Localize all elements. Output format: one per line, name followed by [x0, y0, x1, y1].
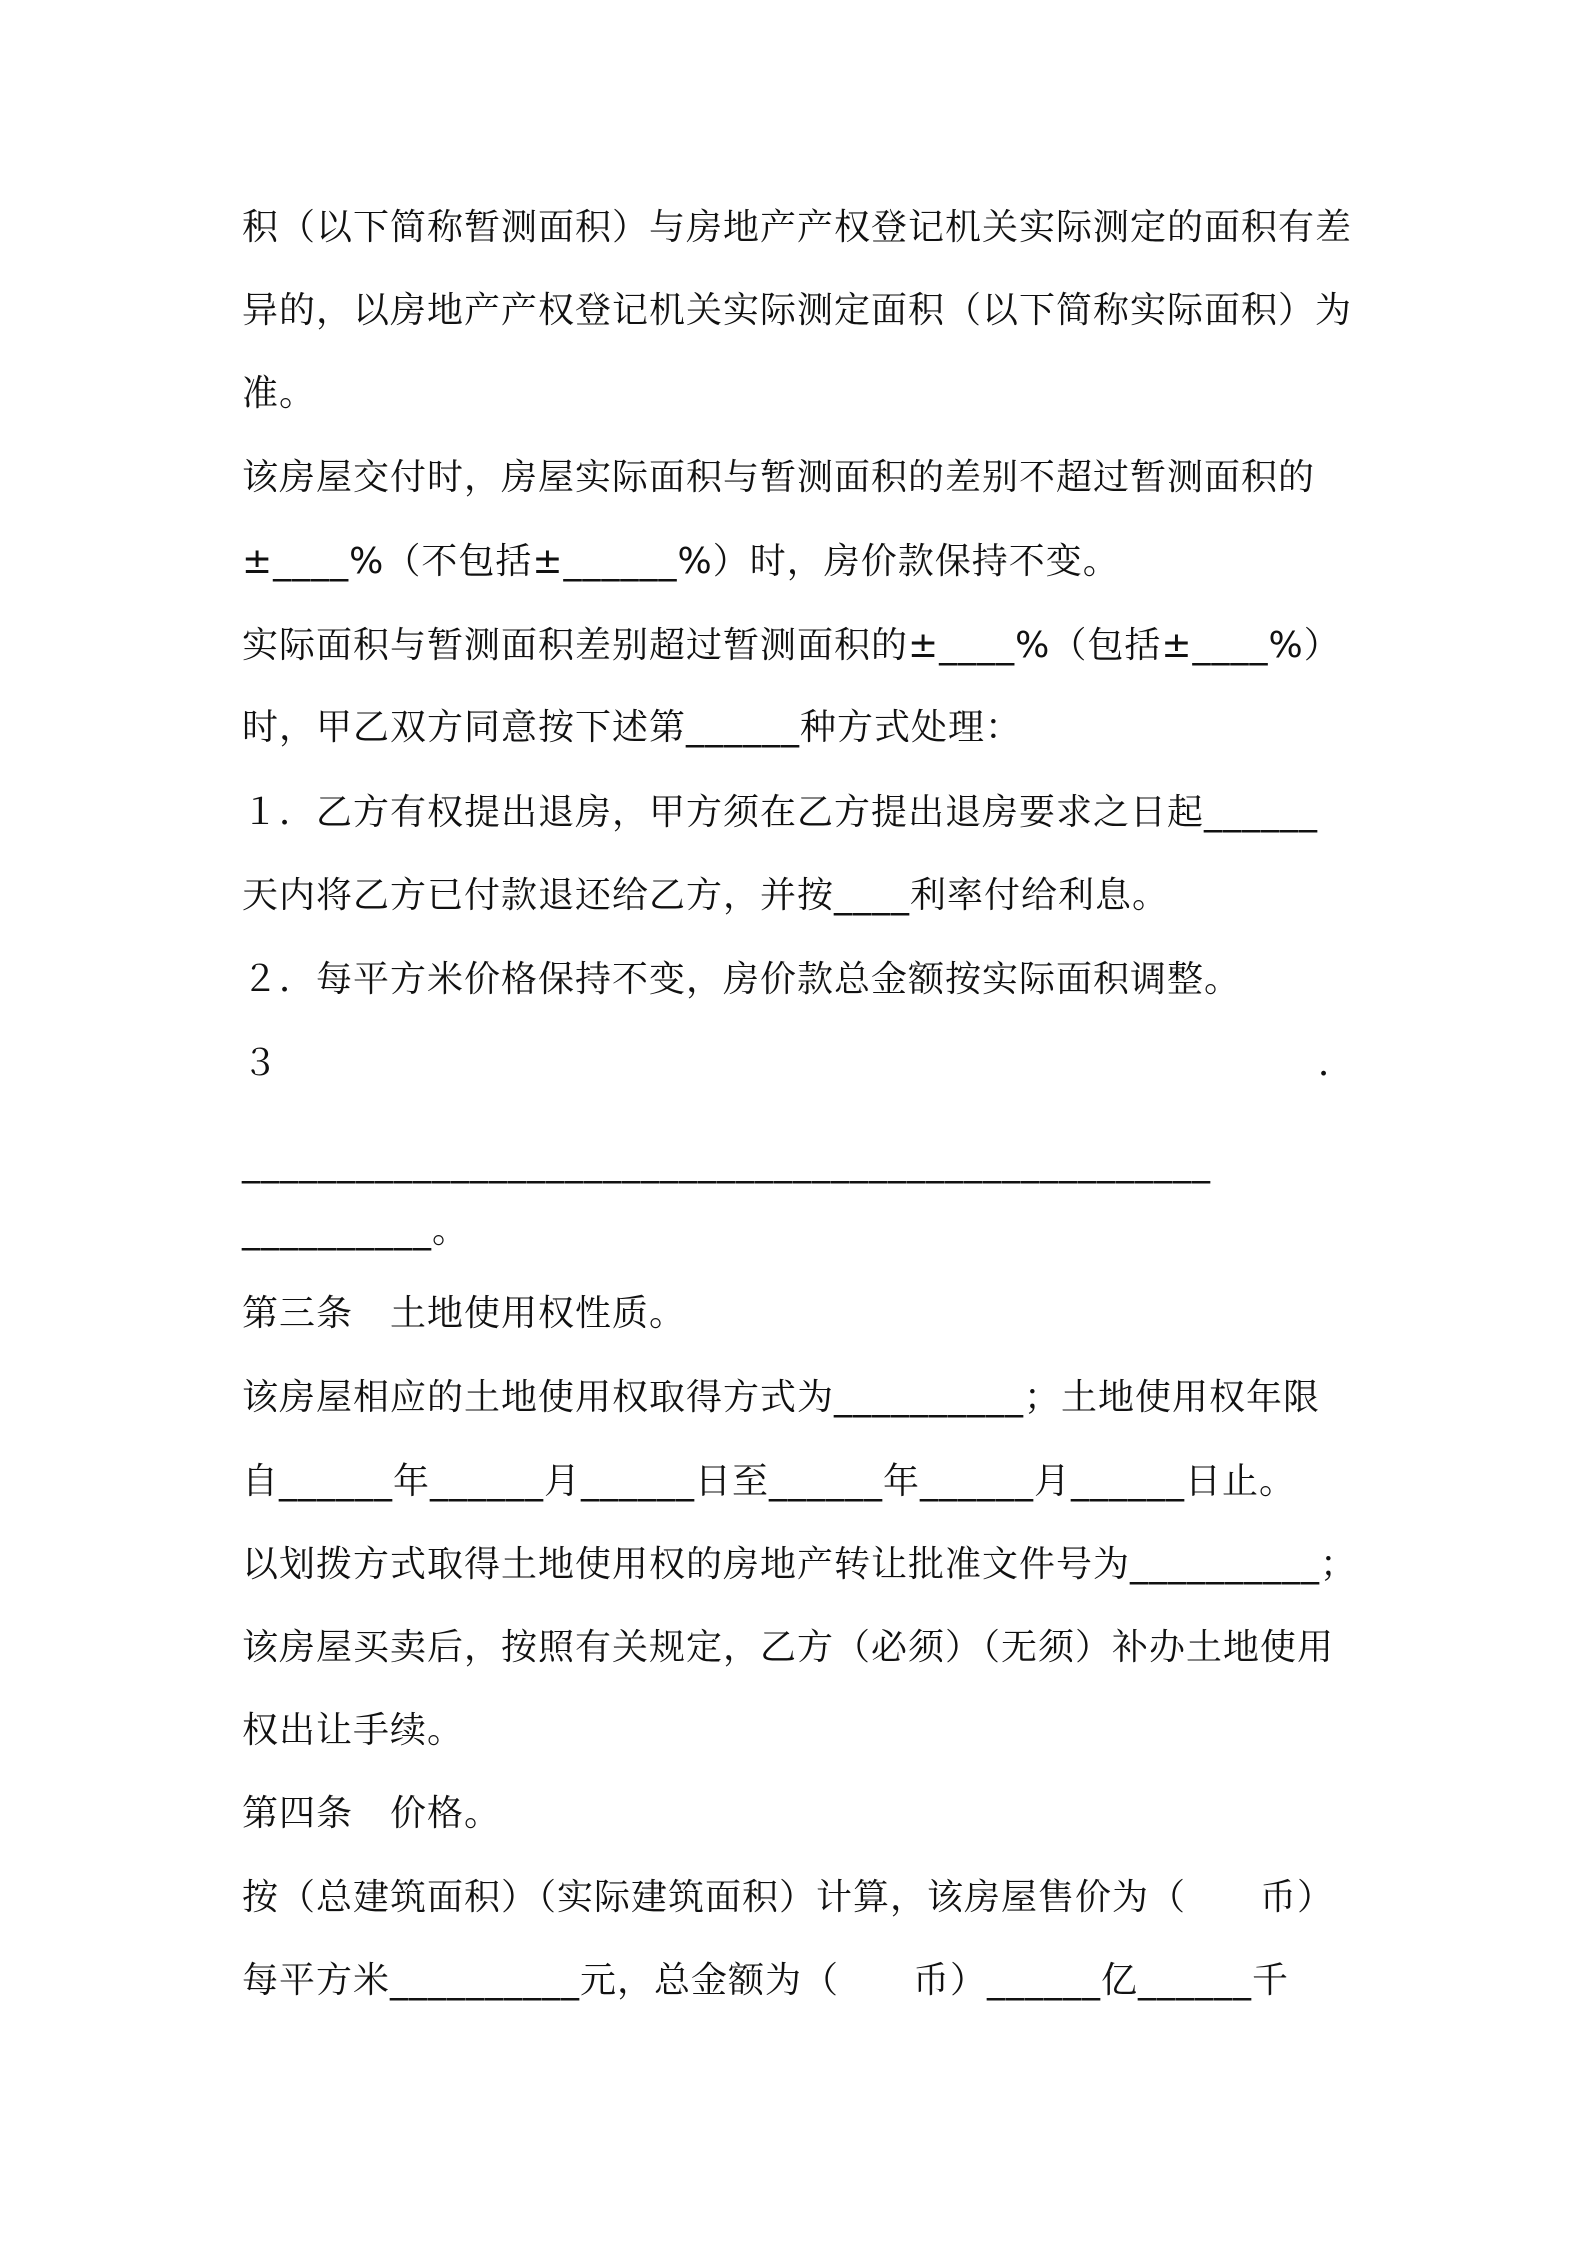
text-line: 按（总建筑面积）（实际建筑面积）计算，该房屋售价为（ 币） [242, 1877, 1335, 1918]
text-line: 该房屋相应的土地使用权取得方式为__________；土地使用权年限 [242, 1377, 1321, 1418]
text-line: ２．每平方米价格保持不变，房价款总金额按实际面积调整。 [242, 959, 1242, 1000]
text-line: 准。 [242, 373, 317, 414]
section-heading: 第三条 土地使用权性质。 [242, 1293, 687, 1334]
text-line: ±____%（不包括±______%）时，房价款保持不变。 [242, 541, 1120, 582]
text-line: 积（以下简称暂测面积）与房地产产权登记机关实际测定的面积有差 [242, 207, 1353, 248]
text-line: 异的，以房地产产权登记机关实际测定面积（以下简称实际面积）为 [242, 290, 1353, 331]
text-line: 实际面积与暂测面积差别超过暂测面积的±____%（包括±____%） [242, 625, 1341, 666]
text-line: 该房屋交付时，房屋实际面积与暂测面积的差别不超过暂测面积的 [242, 457, 1316, 498]
text-line: ３ [242, 1043, 280, 1084]
text-line: 该房屋买卖后，按照有关规定，乙方（必须）（无须）补办土地使用 [242, 1627, 1335, 1668]
text-line: __________。 [242, 1210, 470, 1251]
section-heading: 第四条 价格。 [242, 1793, 502, 1834]
text-line: １．乙方有权提出退房，甲方须在乙方提出退房要求之日起______ [242, 792, 1319, 833]
text-line: 天内将乙方已付款退还给乙方，并按____利率付给利息。 [242, 875, 1170, 916]
item-3-dot: ． [1318, 1043, 1355, 1084]
text-line: 以划拨方式取得土地使用权的房地产转让批准文件号为__________； [242, 1544, 1358, 1585]
blank-fill-line: ___________________________________________________ [242, 1143, 1211, 1184]
text-line: 自______年______月______日至______年______月______日止。 [242, 1461, 1297, 1502]
text-line: 权出让手续。 [242, 1710, 465, 1751]
text-line: 每平方米__________元，总金额为（ 币）______亿______千 [242, 1960, 1290, 2001]
text-line: 时，甲乙双方同意按下述第______种方式处理： [242, 707, 1023, 748]
